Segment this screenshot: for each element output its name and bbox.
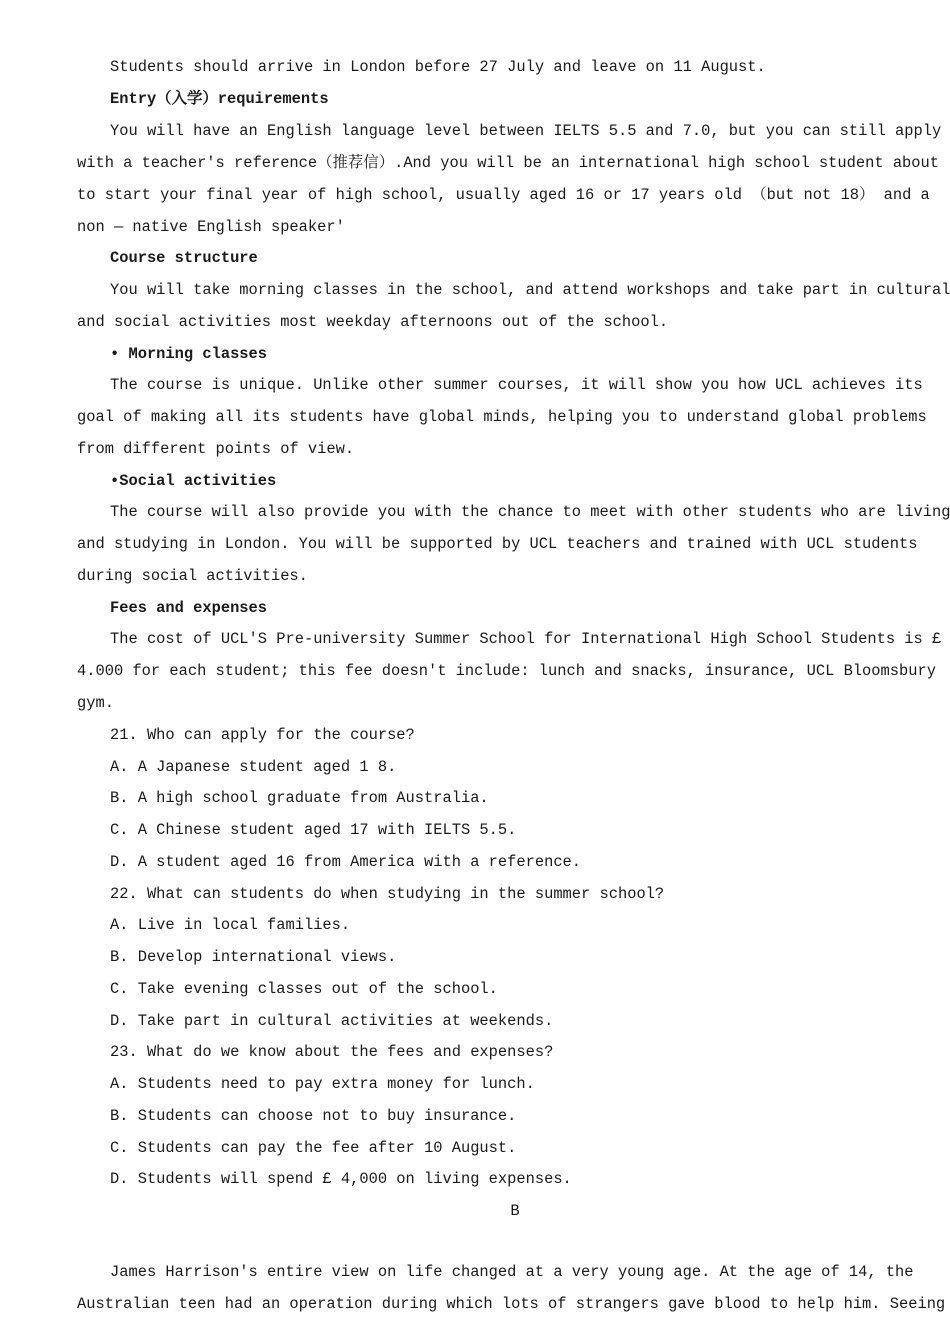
entry-para-line: with a teacher's reference（推荐信）.And you will be an international high school student about [77, 154, 940, 172]
morning-heading: • Morning classes [110, 345, 268, 363]
entry-heading: Entry（入学）requirements [110, 90, 329, 108]
question-option: B. Develop international views. [110, 948, 397, 966]
question-option: C. Take evening classes out of the school. [110, 980, 498, 998]
question-option: D. Take part in cultural activities at weekends. [110, 1012, 554, 1030]
social-para-line: and studying in London. You will be supported by UCL teachers and trained with UCL students [77, 535, 918, 553]
fees-heading: Fees and expenses [110, 599, 268, 617]
question-option: B. Students can choose not to buy insurance. [110, 1107, 517, 1125]
question-option: A. A Japanese student aged 1 8. [110, 758, 397, 776]
fees-para-line: The cost of UCL'S Pre-university Summer School for International High School Students is £ [110, 630, 942, 648]
passage-b-line: Australian teen had an operation during which lots of strangers gave blood to help him. Seeing [77, 1295, 946, 1313]
question-stem: 23. What do we know about the fees and expenses? [110, 1043, 554, 1061]
question-option: C. Students can pay the fee after 10 August. [110, 1139, 517, 1157]
question-stem: 21. Who can apply for the course? [110, 726, 415, 744]
arrival-line: Students should arrive in London before 27 July and leave on 11 August. [110, 58, 766, 76]
question-option: D. A student aged 16 from America with a reference. [110, 853, 582, 871]
question-stem: 22. What can students do when studying in the summer school? [110, 885, 665, 903]
social-heading: •Social activities [110, 472, 277, 490]
morning-para-line: The course is unique. Unlike other summer courses, it will show you how UCL achieves its [110, 376, 923, 394]
entry-para-line: non — native English speaker' [77, 218, 345, 236]
course-para-line: You will take morning classes in the school, and attend workshops and take part in cultural [110, 281, 950, 299]
question-option: B. A high school graduate from Australia. [110, 789, 489, 807]
morning-para-line: from different points of view. [77, 440, 355, 458]
course-para-line: and social activities most weekday afternoons out of the school. [77, 313, 669, 331]
passage-b-line: James Harrison's entire view on life changed at a very young age. At the age of 14, the [110, 1263, 914, 1281]
entry-para-line: to start your final year of high school, usually aged 16 or 17 years old （but not 18） and a [77, 186, 930, 204]
social-para-line: The course will also provide you with the chance to meet with other students who are living [110, 503, 950, 521]
passage-b-label: B [510, 1202, 520, 1220]
question-option: A. Students need to pay extra money for lunch. [110, 1075, 535, 1093]
question-option: C. A Chinese student aged 17 with IELTS 5.5. [110, 821, 517, 839]
morning-para-line: goal of making all its students have global minds, helping you to understand global problems [77, 408, 927, 426]
entry-para-line: You will have an English language level between IELTS 5.5 and 7.0, but you can still apply [110, 122, 942, 140]
fees-para-line: 4.000 for each student; this fee doesn't include: lunch and snacks, insurance, UCL Bloomsbury [77, 662, 936, 680]
question-option: D. Students will spend £ 4,000 on living expenses. [110, 1170, 572, 1188]
fees-para-line: gym. [77, 694, 114, 712]
social-para-line: during social activities. [77, 567, 308, 585]
course-heading: Course structure [110, 249, 258, 267]
question-option: A. Live in local families. [110, 916, 351, 934]
